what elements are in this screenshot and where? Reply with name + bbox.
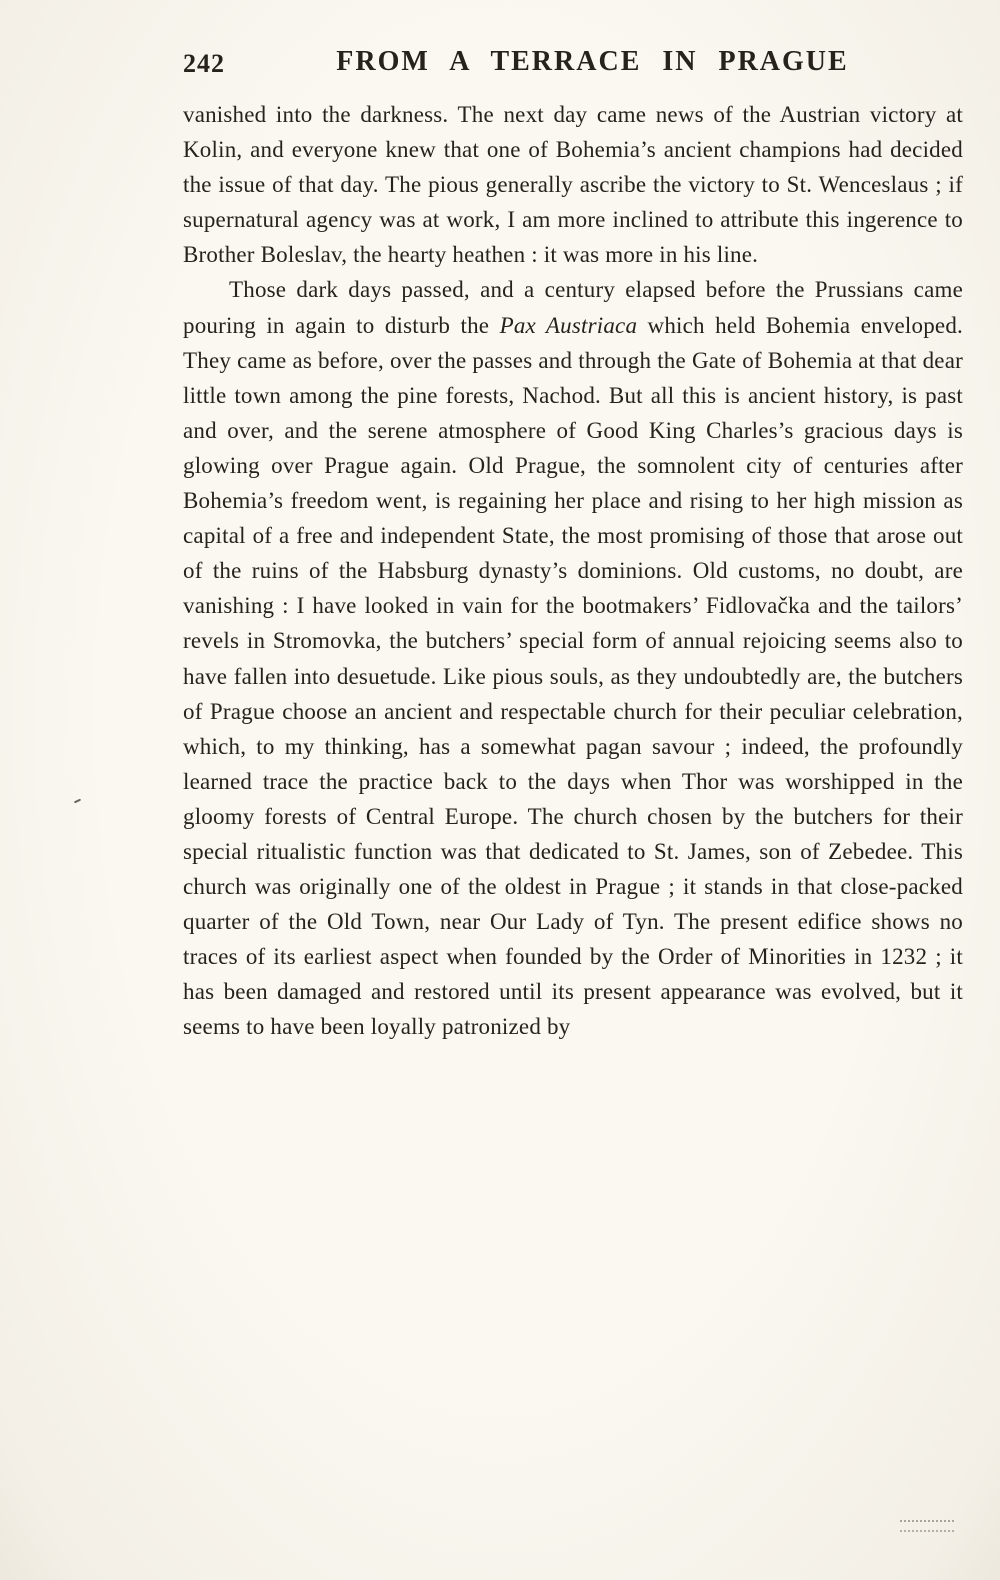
page-header <box>183 46 962 86</box>
paragraph <box>183 272 963 1044</box>
page-number: 242 <box>183 49 225 78</box>
text-run: which held Bohemia enveloped. They came as before, over the passes and through the Gate of Bohemia at that dear little town among the pine forests, Nachod. But all this is ancient history, is past and over, and the serene atmosphere of Good King Charles’s gracious days is glowing over Prague again. Old Prague, the somnolent city of centuries after Bohemia’s freedom went, is regaining her place and rising to her high mission as capital of a free and independent State, the most promising of those that arose out of the ruins of the Habsburg dynasty’s dominions. Old customs, no doubt, are vanishing : I have looked in vain for the bootmakers’ Fidlovačka and the tailors’ revels in Stromovka, the butchers’ special form of annual rejoicing seems also to have fallen into desuetude. Like pious souls, as they undoubtedly are, the butchers of Prague choose an ancient and respectable church for their peculiar celebration, which, to my thinking, has a somewhat pagan savour ; indeed, the profoundly learned trace the practice back to the days when Thor was worshipped in the gloomy forests of Central Europe. The church chosen by the butchers for their special ritualistic function was that dedicated to St. James, son of Zebedee. This church was originally one of the oldest in Prague ; it stands in that close-packed quarter of the Old Town, near Our Lady of Tyn. The present edifice shows no traces of its earliest aspect when founded by the Order of Minorities in 1232 ; it has been damaged and restored until its present appearance was evolved, but it seems to have been loyally patronized by <box>183 312 963 1040</box>
scan-artifact-tick <box>74 799 81 804</box>
page-body <box>183 97 963 1045</box>
page-title: FROM A TERRACE IN PRAGUE <box>336 46 849 77</box>
text-run: Those dark days passed, and a century elapsed before the Prussians came pouring in again to disturb the <box>183 277 963 338</box>
scan-artifact-dots <box>900 1520 954 1532</box>
italic-run: Pax Austriaca <box>499 312 638 338</box>
paragraph <box>183 97 963 272</box>
text-run: vanished into the darkness. The next day came news of the Austrian victory at Kolin, and everyone knew that one of Bohemia’s ancient champions had decided the issue of that day. The pious generally ascribe the victory to St. Wenceslaus ; if supernatural agency was at work, I am more inclined to attribute this ingerence to Brother Boleslav, the hearty heathen : it was more in his line. <box>183 102 963 268</box>
